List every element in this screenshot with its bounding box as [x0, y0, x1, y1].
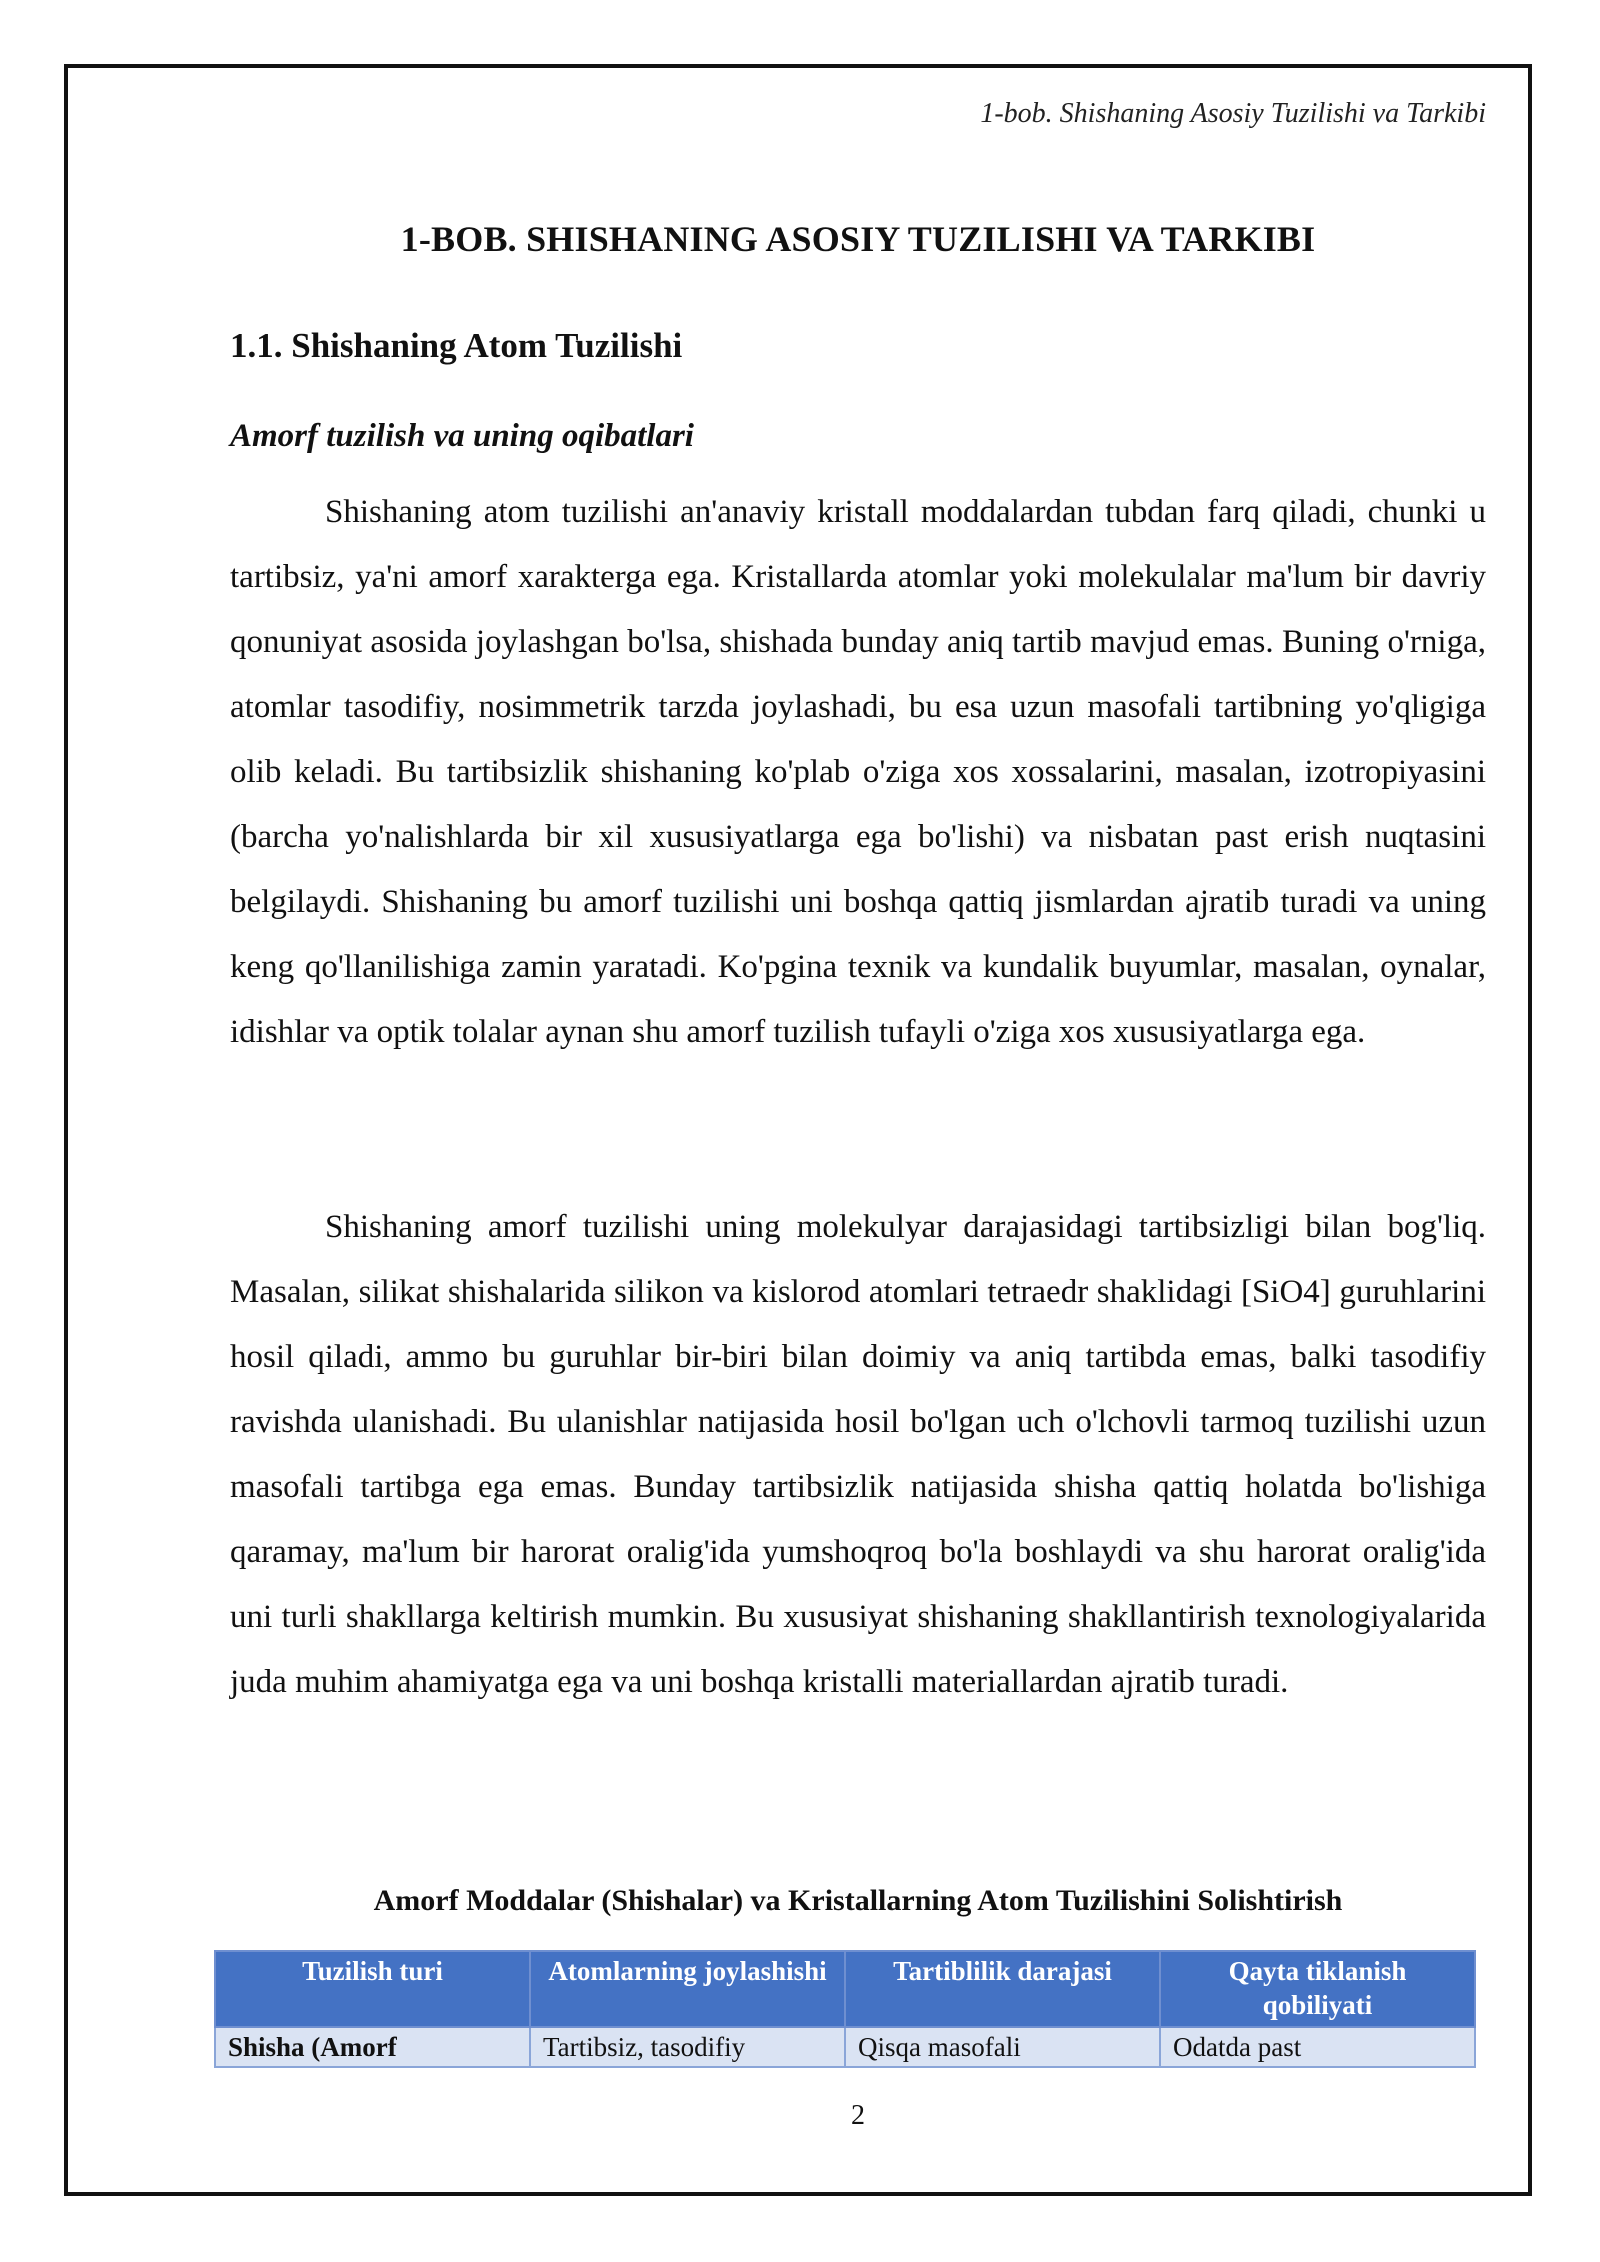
running-header: 1-bob. Shishaning Asosiy Tuzilishi va Tarkibi	[980, 98, 1486, 129]
body-paragraph: Shishaning atom tuzilishi an'anaviy kristall moddalardan tubdan farq qiladi, chunki u tartibsiz, ya'ni amorf xarakterga ega. Kristallarda atomlar yoki molekulalar ma'lum bir davriy qonuniyat asosida joylashgan bo'lsa, shishada bunday aniq tartib mavjud emas. Buning o'rniga, atomlar tasodifiy, nosimmetrik tarzda joylashadi, bu esa uzun masofali tartibning yo'qligiga olib keladi. Bu tartibsizlik shishaning ko'plab o'ziga xos xossalarini, masalan, izotropiyasini (barcha yo'nalishlarda bir xil xususiyatlarga ega bo'lishi) va nisbatan past erish nuqtasini belgilaydi. Shishaning bu amorf tuzilishi uni boshqa qattiq jismlardan ajratib turadi va uning keng qo'llanilishiga zamin yaratadi. Ko'pgina texnik va kundalik buyumlar, masalan, oynalar, idishlar va optik tolalar aynan shu amorf tuzilish tufayli o'ziga xos xususiyatlarga ega.	[230, 494, 1486, 1050]
section-title: 1.1. Shishaning Atom Tuzilishi	[230, 326, 683, 365]
column-header-structure-type: Tuzilish turi	[215, 1951, 530, 2027]
column-header-atom-arrangement: Atomlarning joylashishi	[530, 1951, 845, 2027]
table-cell: Odatda past	[1160, 2027, 1475, 2067]
table-cell: Shisha (Amorf	[215, 2027, 530, 2067]
page-border	[64, 64, 1532, 2196]
table-cell: Qisqa masofali	[845, 2027, 1160, 2067]
column-header-order-degree: Tartiblilik darajasi	[845, 1951, 1160, 2027]
subsection-title: Amorf tuzilish va uning oqibatlari	[230, 418, 694, 454]
chapter-title: 1-BOB. SHISHANING ASOSIY TUZILISHI VA TARKIBI	[400, 219, 1316, 259]
table-header-row	[215, 1951, 1475, 2027]
body-paragraph: Shishaning amorf tuzilishi uning molekulyar darajasidagi tartibsizligi bilan bog'liq. Masalan, silikat shishalarida silikon va kislorod atomlari tetraedr shaklidagi [SiO4] guruhlarini hosil qiladi, ammo bu guruhlar bir-biri bilan doimiy va aniq tartibda emas, balki tasodifiy ravishda ulanishadi. Bu ulanishlar natijasida hosil bo'lgan uch o'lchovli tarmoq tuzilishi uzun masofali tartibga ega emas. Bunday tartibsizlik natijasida shisha qattiq holatda bo'lishiga qaramay, ma'lum bir harorat oralig'ida yumshoqroq bo'la boshlaydi va shu harorat oralig'ida uni turli shakllarga keltirish mumkin. Bu xususiyat shishaning shakllantirish texnologiyalarida juda muhim ahamiyatga ega va uni boshqa kristalli materiallardan ajratib turadi.	[230, 1209, 1486, 1700]
table-caption: Amorf Moddalar (Shishalar) va Kristallarning Atom Tuzilishini Solishtirish	[373, 1884, 1343, 1917]
table-row	[215, 2027, 1475, 2067]
column-header-recovery-ability: Qayta tiklanish qobiliyati	[1160, 1951, 1475, 2027]
table-cell: Tartibsiz, tasodifiy	[530, 2027, 845, 2067]
comparison-table	[214, 1950, 1476, 2068]
page-number: 2	[851, 2100, 865, 2131]
